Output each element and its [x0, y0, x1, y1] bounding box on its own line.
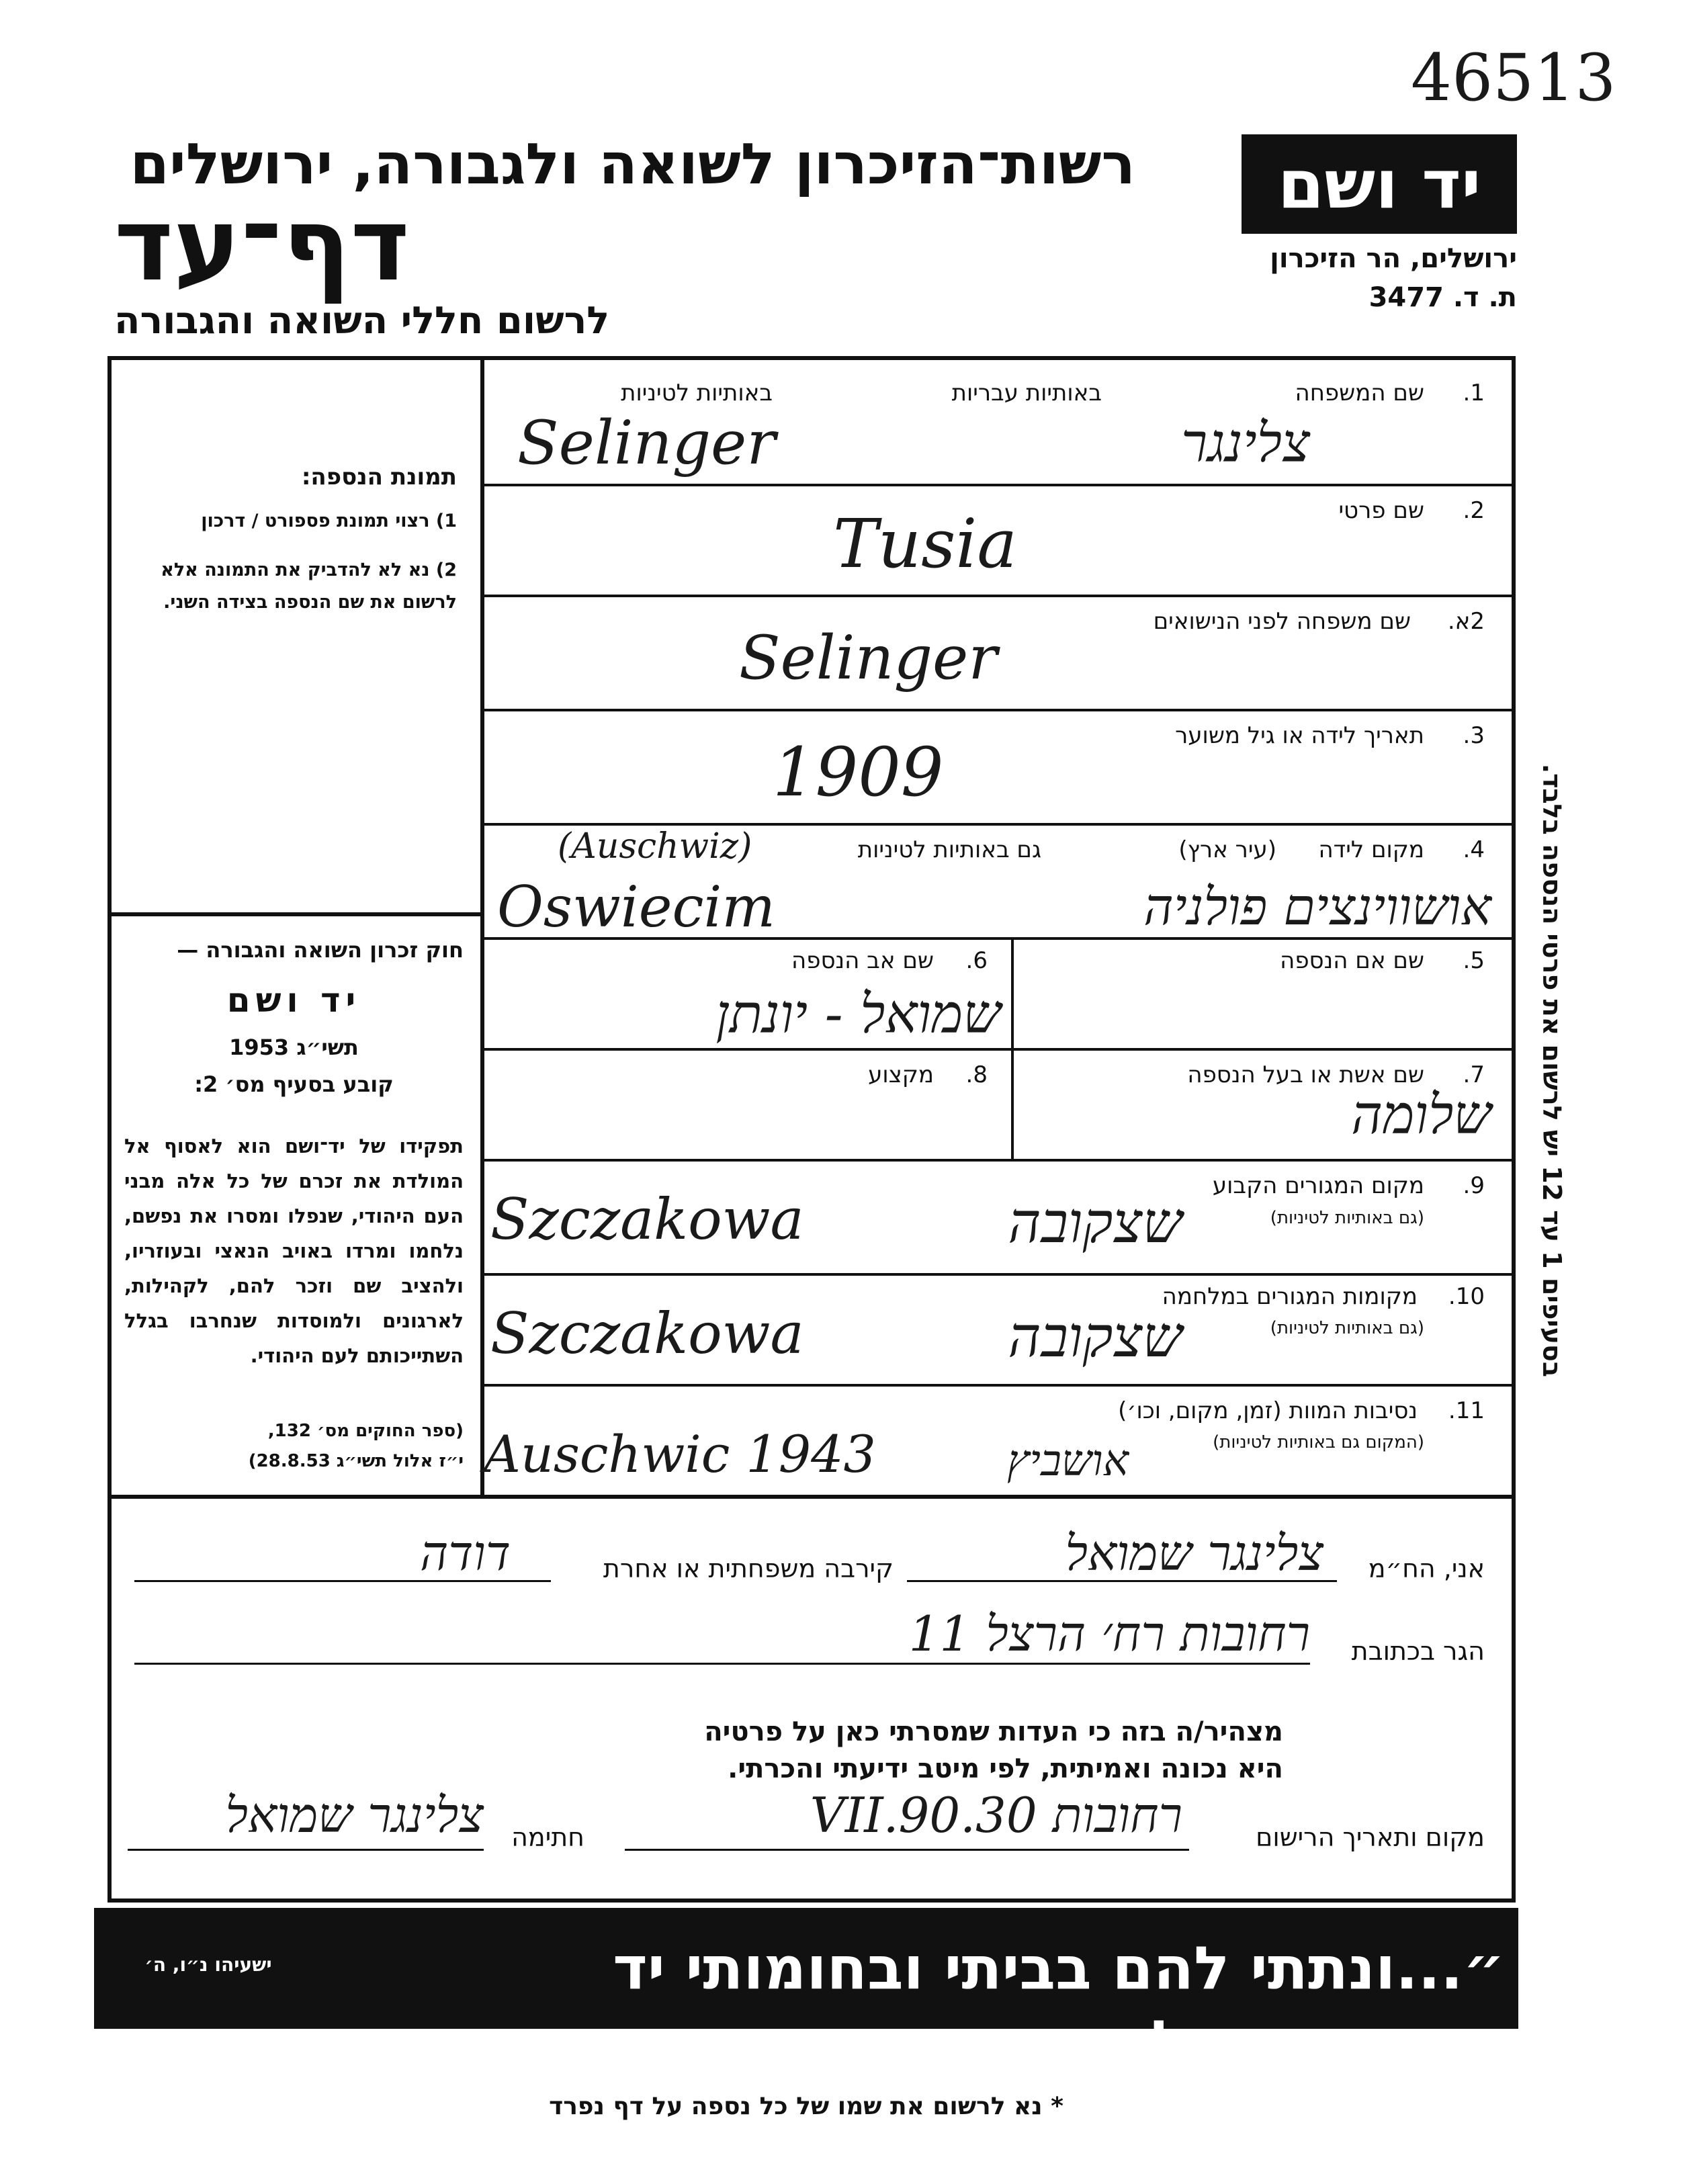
declarant-relation-label: קירבה משפחתית או אחרת [603, 1554, 894, 1583]
field-row-line [480, 709, 1516, 711]
declarant-i-label: אני, הח״מ [1368, 1554, 1485, 1583]
signature-line [128, 1849, 484, 1851]
field-7-label: שם אשת או בעל הנספה [1187, 1061, 1424, 1088]
field-row-line [480, 484, 1516, 486]
field-11-latin-value[interactable]: Auschwic 1943 [484, 1424, 876, 1484]
field-6-label: שם אב הנספה [791, 947, 934, 974]
side-note: בסעיפים 1 עד 12 יש לרשום את פרטי הנספה בלבד. [1537, 763, 1567, 1377]
declarant-address-value[interactable]: רחובות רח׳ הרצל 11 [908, 1606, 1310, 1662]
field-row-line [480, 1273, 1516, 1276]
field-5-label: שם אם הנספה [1280, 947, 1424, 974]
field-8-number: 8. [965, 1061, 988, 1088]
field-1-number: 1. [1463, 380, 1485, 406]
banner-source: ישעיהו נ״ו, ה׳ [144, 1954, 272, 1976]
field-9-number: 9. [1463, 1172, 1485, 1199]
photo-note-title: תמונת הנספה: [301, 464, 457, 490]
field-9-sub: (גם באותיות לטיניות) [1270, 1208, 1424, 1228]
left-box-divider [107, 912, 484, 916]
declarant-address-line [134, 1663, 1310, 1665]
banner-quote: ״...ונתתי להם בביתי ובחומותי יד ושם...אשר לא יכרת״ [613, 1933, 1505, 2077]
quote-banner [94, 1908, 1518, 2077]
field-10-sub: (גם באותיות לטיניות) [1270, 1318, 1424, 1338]
field-1-latin-header: באותיות לטיניות [621, 380, 773, 406]
place-date-line [625, 1849, 1189, 1851]
field-4-hebrew-value[interactable]: אושווינצים פולניה [1143, 877, 1491, 936]
field-8-label: מקצוע [868, 1061, 934, 1088]
field-6-number: 6. [965, 947, 988, 974]
declaration-line-2: היא נכונה ואמיתית, לפי מיטב ידיעתי והכרתי. [728, 1753, 1283, 1784]
signature-label: חתימה [511, 1823, 584, 1852]
field-row-line [480, 1384, 1516, 1387]
signature-value[interactable]: צלינגר שמואל [225, 1787, 484, 1843]
field-10-hebrew-value[interactable]: שצקובה [1008, 1304, 1182, 1370]
photo-note-item-2: 2) נא לא להדביק את התמונה אלא לרשום את שם הנספה בצידה השני. [161, 560, 457, 613]
field-9-hebrew-value[interactable]: שצקובה [1008, 1190, 1182, 1256]
field-7-value[interactable]: שלומה [1351, 1084, 1491, 1146]
field-6-value[interactable]: שמואל - יונתן [715, 983, 1001, 1045]
field-2a-label: שם משפחה לפני הנישואים [1153, 608, 1411, 635]
field-10-latin-value[interactable]: Szczakowa [490, 1301, 804, 1366]
field-4-sub: (עיר ארץ) [1178, 836, 1276, 863]
place-date-value[interactable]: רחובות 30.VII.90 [810, 1787, 1182, 1843]
column-divider [480, 356, 484, 1498]
declarant-address-label: הגר בכתובת [1351, 1636, 1485, 1666]
field-2-value[interactable]: Tusia [833, 505, 1018, 583]
authority-title: רשות־הזיכרון לשואה ולגבורה, ירושלים [130, 131, 1135, 197]
field-11-hebrew-value[interactable]: אושביץ [1006, 1436, 1129, 1486]
field-2a-value[interactable]: Selinger [739, 623, 998, 693]
field-4-latin-alt[interactable]: (Auschwiz) [558, 826, 752, 867]
law-clause: קובע בסעיף מס׳ 2: [194, 1072, 394, 1097]
field-3-label: תאריך לידה או גיל משוער [1175, 722, 1424, 749]
declarant-relation-value[interactable]: דודה [420, 1525, 511, 1581]
field-9-label: מקום המגורים הקבוע [1212, 1172, 1424, 1199]
law-citation-2: י״ז אלול תשי״ג 28.8.53) [248, 1451, 464, 1471]
field-10-label: מקומות המגורים במלחמה [1162, 1283, 1418, 1310]
field-3-value[interactable]: 1909 [773, 733, 944, 812]
yad-vashem-logo [1242, 134, 1517, 234]
field-4-note: גם באותיות לטיניות [857, 836, 1041, 863]
field-2-number: 2. [1463, 497, 1485, 524]
field-11-label: נסיבות המוות (זמן, מקום, וכו׳) [1118, 1397, 1418, 1424]
declarant-i-value[interactable]: צלינגר שמואל [1065, 1525, 1323, 1581]
address-line-2: ת. ד. 3477 [1368, 282, 1517, 313]
declaration-line-1: מצהיר/ה בזה כי העדות שמסרתי כאן על פרטיה [704, 1716, 1283, 1747]
logo-text: יד ושם [1277, 144, 1481, 224]
field-split [1011, 937, 1014, 1159]
field-4-latin-value[interactable]: Oswiecim [497, 874, 776, 940]
field-11-number: 11. [1448, 1397, 1485, 1424]
address-line-1: ירושלים, הר הזיכרון [1270, 243, 1517, 274]
field-10-number: 10. [1448, 1283, 1485, 1310]
field-9-latin-value[interactable]: Szczakowa [490, 1186, 804, 1252]
section-divider [107, 1495, 1516, 1499]
archive-number: 46513 [1411, 40, 1616, 116]
photo-note-item-1: 1) רצוי תמונת פספורט / דרכון [201, 511, 457, 531]
field-5-number: 5. [1463, 947, 1485, 974]
field-3-number: 3. [1463, 722, 1485, 749]
law-title: חוק זכרון השואה והגבורה — [177, 937, 464, 963]
place-date-label: מקום ותאריך הרישום [1256, 1823, 1485, 1852]
footer-note: * נא לרשום את שמו של כל נספה על דף נפרד [549, 2093, 1063, 2120]
field-7-number: 7. [1463, 1061, 1485, 1088]
field-row-line [480, 595, 1516, 597]
form-title: דף־עד [114, 187, 410, 304]
form-subtitle: לרשום חללי השואה והגבורה [114, 299, 610, 343]
field-1-latin-value[interactable]: Selinger [517, 408, 776, 478]
field-1-hebrew-header: באותיות עבריות [951, 380, 1102, 406]
field-1-label: שם המשפחה [1295, 380, 1424, 406]
field-row-line [480, 823, 1516, 826]
field-row-line [480, 1159, 1516, 1162]
field-4-number: 4. [1463, 836, 1485, 863]
field-11-sub: (המקום גם באותיות לטיניות) [1213, 1432, 1424, 1452]
field-1-hebrew-value[interactable]: צלינגר [1180, 412, 1310, 474]
field-2-label: שם פרטי [1338, 497, 1424, 524]
field-2a-number: 2א. [1447, 608, 1485, 635]
law-name: יד ושם [226, 981, 361, 1020]
law-body: תפקידו של יד־ושם הוא לאסוף אל המולדת את זכרם של כל אלה מבני העם היהודי, שנפלו ומסרו את נפשם, נלחמו ומרדו באויב הנאצי ובעוזריו, ולהציב שם וזכר להם, לקהילות, לארגונים ולמוסדות שנחרבו בגלל השתייכותם לעם היהודי. [124, 1135, 464, 1367]
field-row-line [480, 1048, 1516, 1051]
law-year: תשי״ג 1953 [229, 1035, 359, 1060]
field-4-label: מקום לידה [1318, 836, 1424, 863]
law-citation-1: (ספר החוקים מס׳ 132, [267, 1421, 464, 1441]
